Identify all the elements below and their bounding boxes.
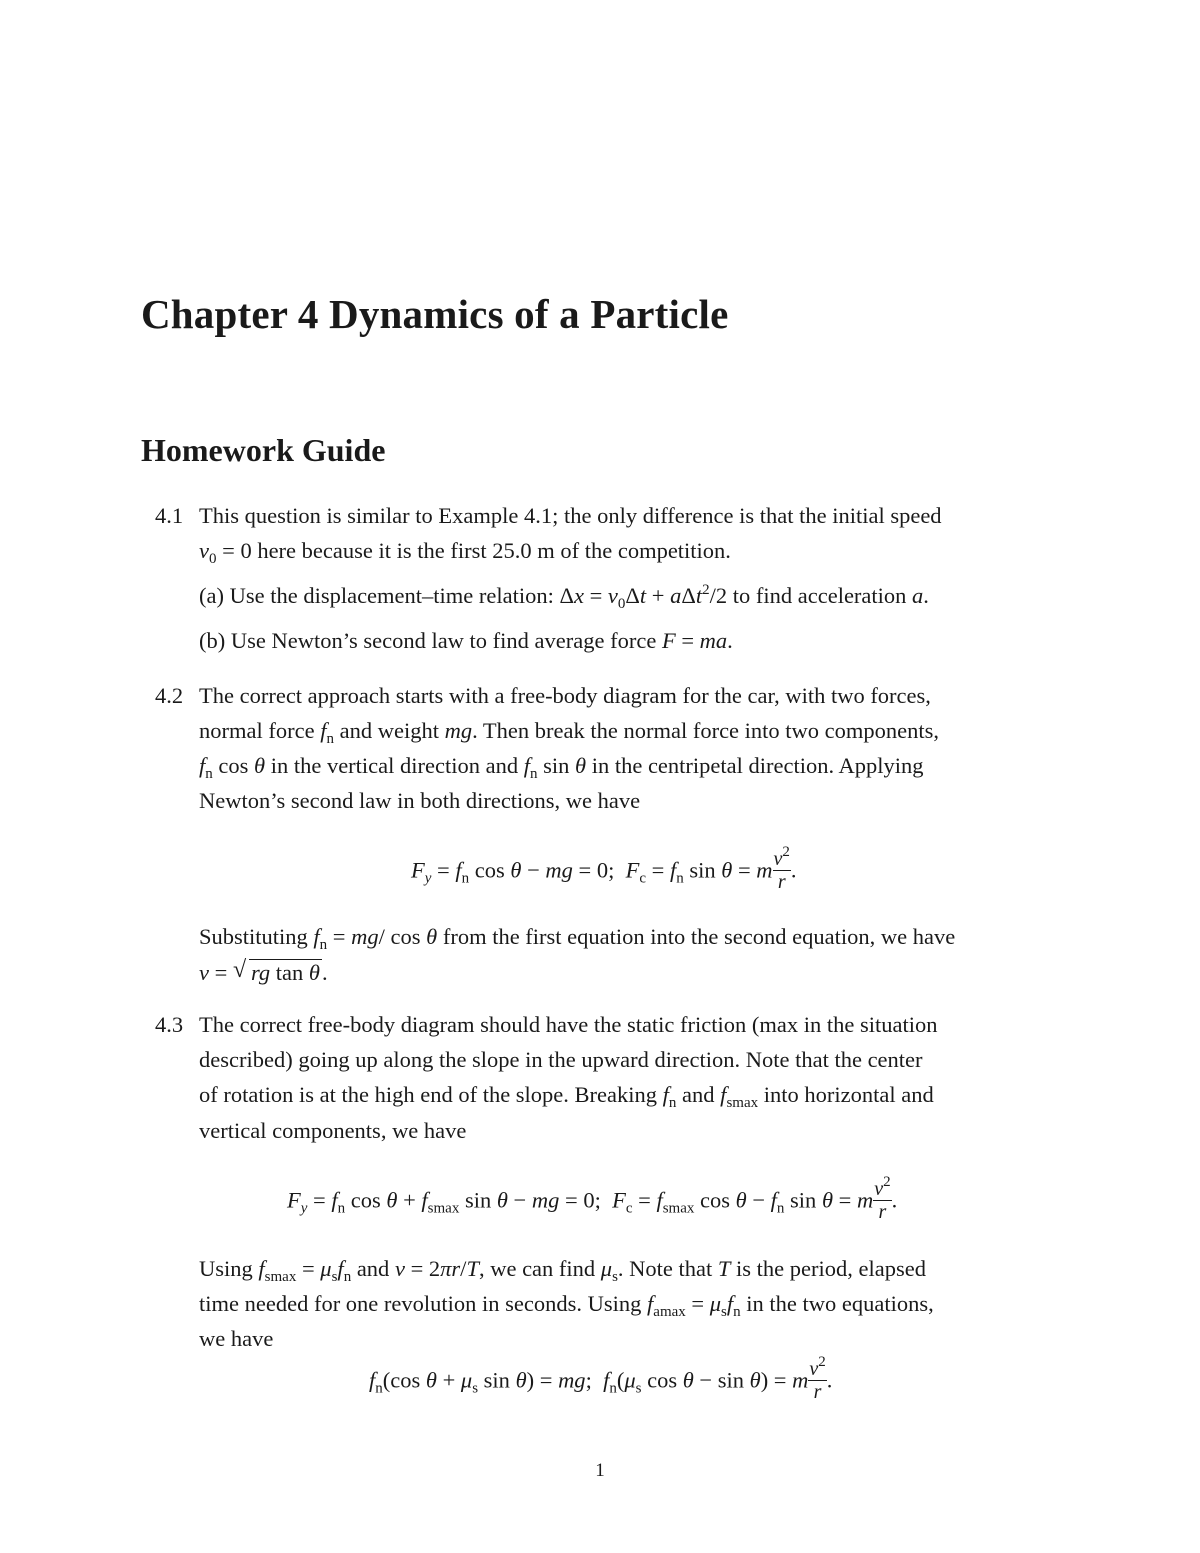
page-number: 1: [595, 1460, 605, 1481]
q43-equation-2: $f_n(\cos$ $\theta + \mu_s$ sin θ) = mg; $f_n(\mu_s$ cos θ − sin θ) = m $\frac{v^2}{r}$ .: [369, 1354, 833, 1403]
q43-using-line-1: Using $f_{smax} = \mu_sf_n$ and v = 2πr/T, we can find $\mu_s$. Note that T is the period, elapsed: [199, 1256, 926, 1285]
section-title: Homework Guide: [141, 432, 386, 468]
q43-equation-1: $F_y = f_n$ $\cos \theta + f_{smax}$ sin θ − mg = 0; $F_c = f_{smax}$ $\cos \theta - f_n$ sin θ = m $\frac{v^2}{r}$ .: [287, 1174, 898, 1223]
q41-part-a: (a) Use the displacement–time relation: $\Delta x = v_0\Delta t + a\Delta t^2/2$ to find acceleration a.: [199, 582, 929, 612]
q41-text-line-1: This question is similar to Example 4.1; the only difference is that the initial speed: [199, 503, 942, 528]
q42-text-line-1: The correct approach starts with a free-body diagram for the car, with two forces,: [199, 683, 931, 708]
chapter-title: Chapter 4 Dynamics of a Particle: [141, 291, 729, 337]
q41-text-line-2: $v_0 = 0$ here because it is the first 25.0 m of the competition.: [199, 538, 731, 567]
q43-text-line-4: vertical components, we have: [199, 1118, 467, 1143]
question-number-4-2: 4.2: [155, 683, 184, 708]
q43-using-line-2: time needed for one revolution in seconds. Using $f_{amax} = \mu_sf_n$ in the two equations,: [199, 1291, 934, 1320]
q43-text-line-3: of rotation is at the high end of the slope. Breaking $f_n$ and $f_{smax}$ into horizontal and: [199, 1082, 934, 1111]
q43-text-line-1: The correct free-body diagram should have the static friction (max in the situation: [199, 1012, 938, 1037]
q42-substitution-line-1: Substituting $f_n = mg/$ cos θ from the first equation into the second equation, we have: [199, 924, 956, 953]
q41-part-b: (b) Use Newton’s second law to find average force F = ma.: [199, 628, 733, 653]
q42-text-line-4: Newton’s second law in both directions, we have: [199, 788, 641, 813]
q42-substitution-line-2: v = √ rg tan θ.: [199, 957, 328, 985]
question-number-4-1: 4.1: [155, 503, 184, 528]
q43-using-line-3: we have: [199, 1326, 274, 1351]
q42-text-line-3: $f_n$ cos θ in the vertical direction and $f_n$ sin θ in the centripetal direction. Applying: [199, 753, 924, 782]
q43-text-line-2: described) going up along the slope in the upward direction. Note that the center: [199, 1047, 923, 1072]
q42-equation: $F_y = f_n$ cos θ − mg = 0; $F_c = f_n$ sin θ = m $\frac{v^2}{r}$ .: [411, 844, 797, 893]
question-number-4-3: 4.3: [155, 1012, 184, 1037]
q42-text-line-2: normal force $f_n$ and weight mg. Then break the normal force into two components,: [199, 718, 940, 747]
